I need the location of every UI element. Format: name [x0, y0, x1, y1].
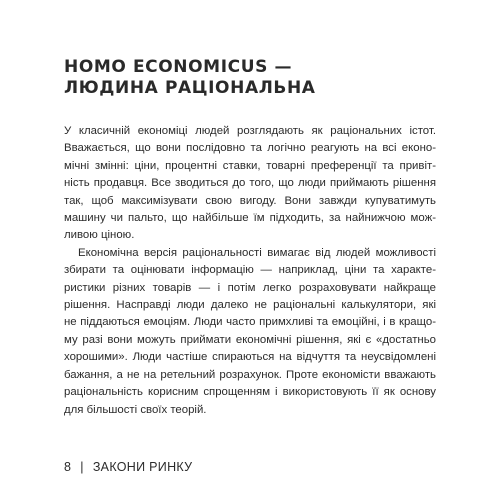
paragraph-2	[64, 245, 436, 419]
footer-separator: |	[80, 460, 84, 474]
text-line: машину чи пальто, що найбільше їм підходить, за найнижчою мож-	[64, 212, 436, 225]
text-line: раціональність корисним спрощенням і використовують її як основу	[64, 386, 436, 399]
text-line: ність продавця. Все зводиться до того, що люди приймають рішення	[64, 177, 436, 190]
paragraph-1	[64, 123, 436, 245]
title-line-2: ЛЮДИНА РАЦІОНАЛЬНА	[64, 78, 316, 98]
text-line: не піддаються емоціям. Люди часто примхливі та емоційні, і в кращо-	[64, 316, 436, 329]
text-line: ристики різних товарів — і потім легко розраховувати найкраще	[64, 281, 436, 294]
section-title: ЗАКОНИ РИНКУ	[92, 460, 193, 474]
text-line: хорошими». Люди частіше спираються на відчуття та неусвідомлені	[64, 351, 436, 364]
text-line: збирати та оцінювати інформацію — наприклад, ціни та характе-	[64, 264, 436, 277]
text-line: мічні змінні: ціни, процентні ставки, товарні преференції та привіт-	[64, 159, 436, 172]
text-line: бажання, а не на ретельний розрахунок. Проте економісти вважають	[64, 368, 436, 381]
text-line: для більшості своїх теорій.	[64, 403, 207, 416]
body-text	[64, 123, 436, 419]
text-line: ливою ціною.	[64, 229, 135, 242]
text-line: му разі вони можуть приймати економічні рішення, які є «достатньо	[64, 333, 436, 346]
title-line-1: HOMO ECONOMICUS —	[64, 57, 293, 77]
page-footer	[64, 460, 192, 474]
text-line: У класичній економіці людей розглядають як раціональних істот.	[64, 125, 436, 137]
text-line: рішення. Насправді люди далеко не раціональні калькулятори, які	[64, 299, 436, 312]
page-title	[64, 57, 464, 99]
text-line: Економічна версія раціональності вимагає від людей можливості	[78, 246, 436, 259]
text-line: так, щоб максимізувати свою вигоду. Вони завжди купуватимуть	[64, 194, 436, 207]
page-number: 8	[64, 460, 72, 474]
text-line: Вважається, що вони послідовно та логічно реагують на всі еконо-	[64, 142, 436, 155]
